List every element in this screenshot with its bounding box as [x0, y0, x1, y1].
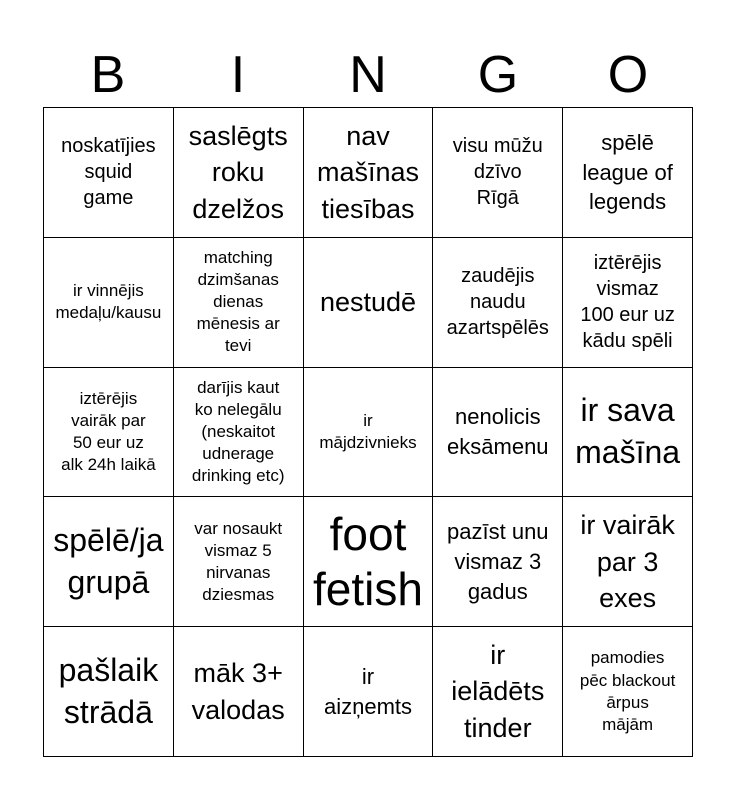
cell-text: pašlaik strādā — [58, 652, 159, 730]
bingo-header — [43, 44, 693, 106]
cell-text: ir sava mašīna — [575, 392, 681, 470]
cell-text: zaudējis naudu azartspēlēs — [446, 265, 549, 340]
cell-text: pamodies pēc blackout ārpus mājām — [579, 648, 676, 734]
bingo-cell[interactable] — [174, 627, 304, 757]
bingo-cell[interactable] — [174, 108, 304, 238]
cell-text: iztērējis vairāk par 50 eur uz alk 24h laikā — [61, 388, 156, 475]
header-letter-b: B — [90, 46, 126, 104]
cell-text: matching dzimšanas dienas mēnesis ar tevi — [196, 247, 280, 356]
bingo-cell[interactable] — [44, 627, 174, 757]
bingo-cell[interactable] — [563, 497, 693, 627]
bingo-cell[interactable] — [304, 627, 434, 757]
cell-text: visu mūžu dzīvo Rīgā — [452, 135, 543, 210]
bingo-cell[interactable] — [304, 497, 434, 627]
bingo-cell[interactable] — [433, 497, 563, 627]
cell-text: darījis kaut ko nelegālu (neskaitot udnerage drinking etc) — [191, 377, 285, 486]
cell-text: var nosaukt vismaz 5 nirvanas dziesmas — [194, 518, 283, 604]
bingo-cell[interactable] — [174, 497, 304, 627]
bingo-cell[interactable] — [433, 108, 563, 238]
bingo-cell[interactable] — [174, 238, 304, 368]
bingo-cell[interactable] — [563, 108, 693, 238]
bingo-cell[interactable] — [174, 368, 304, 498]
header-letter-i: I — [230, 46, 246, 104]
cell-text: saslēgts roku dzelžos — [188, 120, 288, 224]
header-letter-n: N — [349, 46, 387, 104]
bingo-cell[interactable] — [304, 108, 434, 238]
cell-text: ir mājdzivnieks — [319, 410, 417, 452]
bingo-cell[interactable] — [304, 368, 434, 498]
cell-text: spēlē/ja grupā — [53, 522, 164, 600]
bingo-cell[interactable] — [563, 627, 693, 757]
bingo-cell[interactable] — [433, 627, 563, 757]
cell-text: ir vinnējis medaļu/kausu — [55, 281, 162, 323]
cell-text: ir vairāk par 3 exes — [580, 510, 675, 613]
cell-text: noskatījies squid game — [61, 135, 156, 210]
bingo-cell[interactable] — [563, 368, 693, 498]
bingo-cell[interactable] — [44, 238, 174, 368]
cell-text: ir ielādēts tinder — [451, 639, 545, 743]
cell-text: iztērējis vismaz 100 eur uz kādu spēli — [580, 252, 675, 353]
bingo-cell[interactable] — [304, 238, 434, 368]
bingo-cell[interactable] — [44, 368, 174, 498]
cell-text: nenolicis eksāmenu — [447, 404, 549, 459]
bingo-cell[interactable] — [44, 108, 174, 238]
cell-text: pazīst unu vismaz 3 gadus — [447, 519, 549, 604]
bingo-board — [43, 107, 693, 757]
cell-text: foot fetish — [313, 507, 423, 615]
cell-text: ir aizņemts — [323, 663, 413, 719]
bingo-cell[interactable] — [563, 238, 693, 368]
bingo-cell[interactable] — [44, 497, 174, 627]
header-letter-g: G — [477, 46, 519, 104]
cell-text: nestudē — [319, 286, 417, 317]
header-letter-o: O — [607, 46, 649, 104]
bingo-cell[interactable] — [433, 238, 563, 368]
cell-text: māk 3+ valodas — [191, 658, 285, 725]
cell-text: nav mašīnas tiesības — [316, 120, 420, 224]
cell-text: spēlē league of legends — [582, 129, 673, 215]
bingo-cell[interactable] — [433, 368, 563, 498]
